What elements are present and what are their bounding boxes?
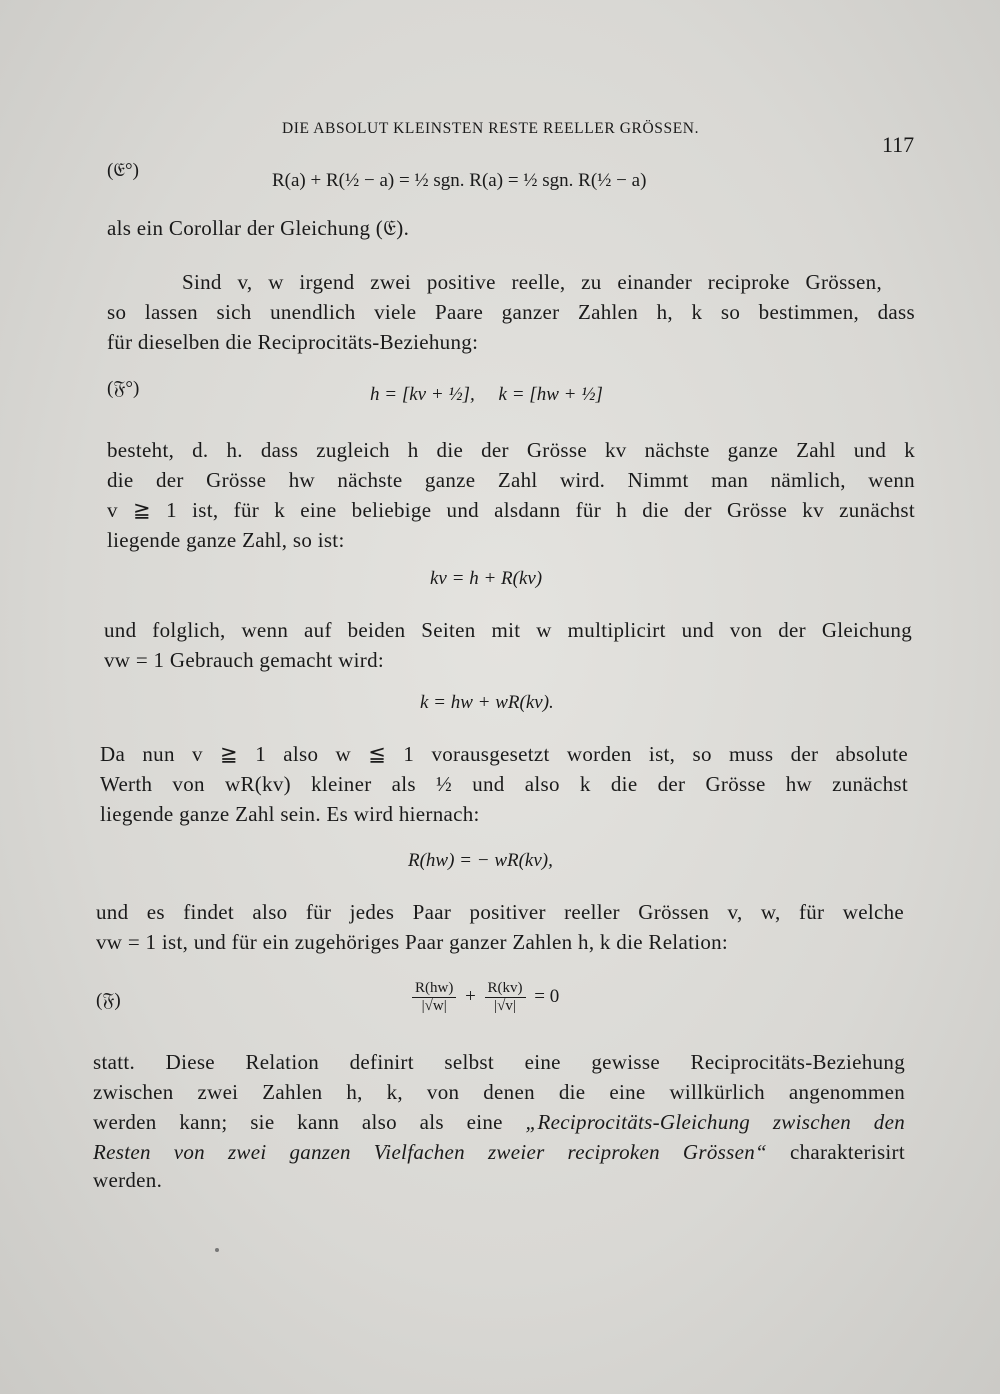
paragraph-3-line-1: besteht, d. h. dass zugleich h die der Grösse kv nächste ganze Zahl und k: [107, 438, 915, 462]
equation-rhw: R(hw) = − wR(kv),: [408, 850, 553, 871]
fraction-hw-denominator: |√w|: [421, 998, 447, 1014]
paragraph-5-line-1: Da nun v ≧ 1 also w ≦ 1 vorausgesetzt worden ist, so muss der absolute: [100, 742, 908, 766]
paragraph-3-line-2: die der Grösse hw nächste ganze Zahl wird. Nimmt man nämlich, wenn: [107, 468, 915, 492]
paper-speck: [215, 1248, 219, 1252]
paragraph-2-line-1: Sind v, w irgend zwei positive reelle, zu einander reciproke Grössen,: [182, 270, 882, 294]
paragraph-2-line-2: so lassen sich unendlich viele Paare ganzer Zahlen h, k so bestimmen, dass: [107, 300, 915, 324]
paragraph-2-line-3: für dieselben die Reciprocitäts-Beziehung:: [107, 330, 479, 354]
paragraph-5-line-2: Werth von wR(kv) kleiner als ½ und also k die der Grösse hw zunächst: [100, 772, 908, 796]
page-number: 117: [882, 132, 915, 157]
equation-f0: h = [kv + ½], k = [hw + ½]: [370, 384, 603, 405]
equation-label-f: (𝔉): [96, 990, 121, 1011]
paragraph-6-line-2: vw = 1 ist, und für ein zugehöriges Paar ganzer Zahlen h, k die Relation:: [96, 930, 729, 954]
paragraph-7-line-5: werden.: [93, 1168, 163, 1192]
paragraph-3-line-4: liegende ganze Zahl, so ist:: [107, 528, 345, 552]
paragraph-4-line-2: vw = 1 Gebrauch gemacht wird:: [104, 648, 385, 672]
paragraph-7-line-3-start: werden kann; sie kann also als eine: [93, 1110, 503, 1134]
fraction-kv-denominator: |√v|: [494, 998, 516, 1014]
paragraph-5-line-3: liegende ganze Zahl sein. Es wird hiernach:: [100, 802, 480, 826]
paragraph-6-line-1: und es findet also für jedes Paar positiver reeller Grössen v, w, für welche: [96, 900, 904, 924]
paragraph-7-line-3-italic: „Reciprocitäts-Gleichung zwischen den: [525, 1110, 905, 1134]
running-title: DIE ABSOLUT KLEINSTEN RESTE REELLER GRÖSSEN.: [282, 120, 700, 137]
equation-f: [408, 980, 559, 1015]
equation-label-e0: (𝔈°): [107, 160, 139, 181]
paragraph-7-line-3: [93, 1110, 905, 1135]
equation-e0: R(a) + R(½ − a) = ½ sgn. R(a) = ½ sgn. R(½ − a): [272, 170, 647, 191]
paragraph-7-line-4-end: charakterisirt: [790, 1140, 905, 1164]
equation-k: k = hw + wR(kv).: [420, 692, 554, 713]
fraction-hw-numerator: R(hw): [412, 980, 456, 998]
paragraph-7-line-4: [93, 1140, 905, 1165]
paragraph-7-line-4-italic: Resten von zwei ganzen Vielfachen zweier reciproken Grössen“: [93, 1140, 768, 1164]
equation-rhs: = 0: [534, 985, 560, 1007]
fraction-hw: [412, 980, 456, 1015]
paragraph-3-line-3: v ≧ 1 ist, für k eine beliebige und alsdann für h die der Grösse kv zunächst: [107, 498, 915, 522]
equation-kv: kv = h + R(kv): [430, 568, 543, 589]
paragraph-4-line-1: und folglich, wenn auf beiden Seiten mit w multiplicirt und von der Gleichung: [104, 618, 912, 642]
paragraph-1-line-1: als ein Corollar der Gleichung (𝔈).: [107, 216, 410, 240]
fraction-kv: [485, 980, 526, 1015]
paragraph-7-line-2: zwischen zwei Zahlen h, k, von denen die eine willkürlich angenommen: [93, 1080, 905, 1104]
fraction-kv-numerator: R(kv): [485, 980, 526, 998]
equation-label-f0: (𝔉°): [107, 378, 140, 399]
plus-sign: +: [465, 985, 476, 1007]
paragraph-7-line-1: statt. Diese Relation definirt selbst eine gewisse Reciprocitäts-Beziehung: [93, 1050, 905, 1074]
